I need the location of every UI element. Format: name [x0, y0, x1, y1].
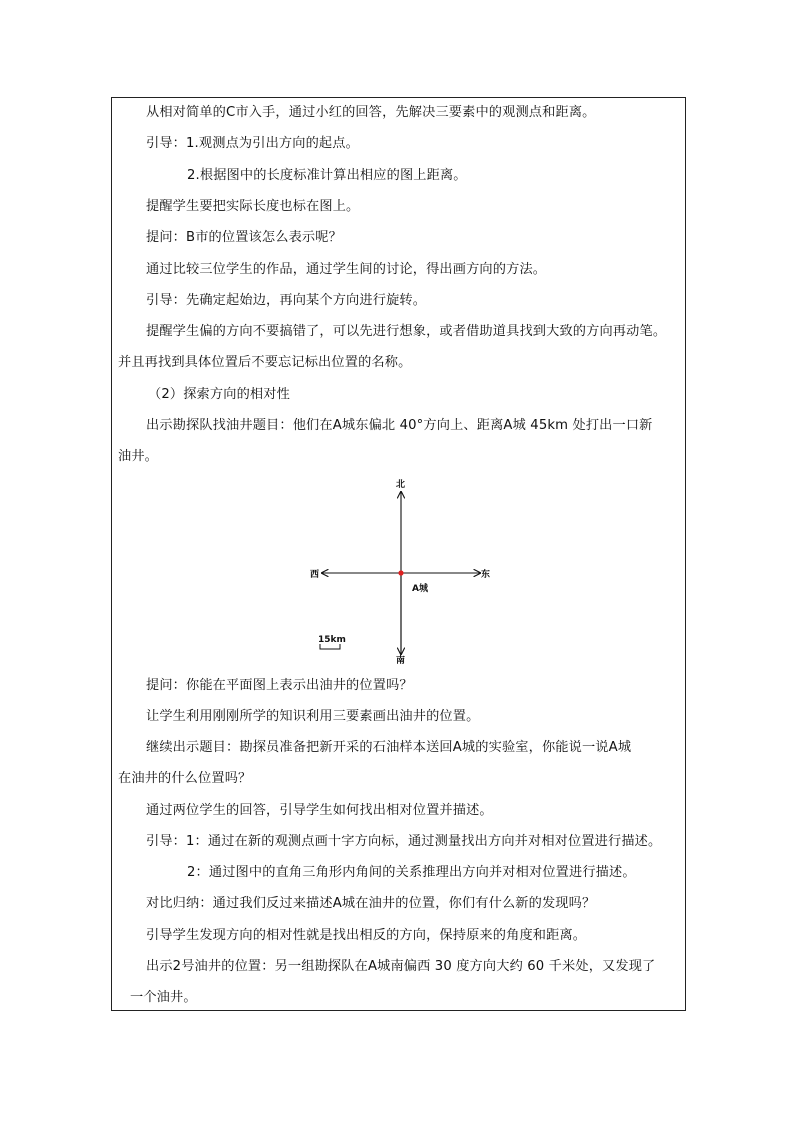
paragraph: 引导：1：通过在新的观测点画十字方向标，通过测量找出方向并对相对位置进行描述。	[146, 834, 662, 849]
paragraph: 并且再找到具体位置后不要忘记标出位置的名称。	[118, 355, 412, 370]
paragraph: 2：通过图中的直角三角形内角间的关系推理出方向并对相对位置进行描述。	[187, 865, 636, 880]
paragraph: 通过两位学生的回答，引导学生如何找出相对位置并描述。	[146, 803, 493, 818]
paragraph: 引导学生发现方向的相对性就是找出相反的方向，保持原来的角度和距离。	[146, 928, 587, 943]
west-label: 西	[310, 570, 320, 580]
paragraph: 提醒学生要把实际长度也标在图上。	[146, 199, 360, 214]
paragraph: 一个油井。	[130, 990, 197, 1005]
paragraph: 让学生利用刚刚所学的知识利用三要素画出油井的位置。	[146, 709, 480, 724]
scale-label: 15km	[318, 635, 346, 645]
paragraph: 从相对简单的C市入手，通过小红的回答，先解决三要素中的观测点和距离。	[146, 105, 596, 120]
paragraph: 提问：你能在平面图上表示出油井的位置吗？	[146, 678, 413, 693]
section-heading: （2）探索方向的相对性	[148, 387, 290, 402]
origin-point	[398, 570, 403, 575]
paragraph: 对比归纳：通过我们反过来描述A城在油井的位置，你们有什么新的发现吗？	[146, 896, 596, 911]
paragraph: 提问：B市的位置该怎么表示呢？	[146, 230, 342, 245]
south-label: 南	[396, 656, 406, 666]
paragraph: 2.根据图中的长度标准计算出相应的图上距离。	[187, 168, 467, 183]
paragraph: 提醒学生偏的方向不要搞错了，可以先进行想象，或者借助道具找到大致的方向再动笔。	[146, 324, 667, 339]
paragraph: 引导：1.观测点为引出方向的起点。	[146, 136, 359, 151]
paragraph: 通过比较三位学生的作品，通过学生间的讨论，得出画方向的方法。	[146, 262, 547, 277]
paragraph: 在油井的什么位置吗？	[118, 771, 252, 786]
paragraph: 引导：先确定起始边，再向某个方向进行旋转。	[146, 293, 427, 308]
east-label: 东	[481, 570, 491, 580]
paragraph: 油井。	[118, 449, 159, 464]
north-label: 北	[396, 480, 406, 490]
origin-label: A城	[412, 584, 428, 594]
compass-diagram	[300, 478, 500, 668]
paragraph: 继续出示题目：勘探员准备把新开采的石油样本送回A城的实验室，你能说一说A城	[146, 740, 632, 755]
paragraph: 出示勘探队找油井题目：他们在A城东偏北 40°方向上、距离A城 45km 处打出一口新	[146, 418, 653, 433]
paragraph: 出示2号油井的位置：另一组勘探队在A城南偏西 30 度方向大约 60 千米处，又发现了	[146, 959, 656, 974]
